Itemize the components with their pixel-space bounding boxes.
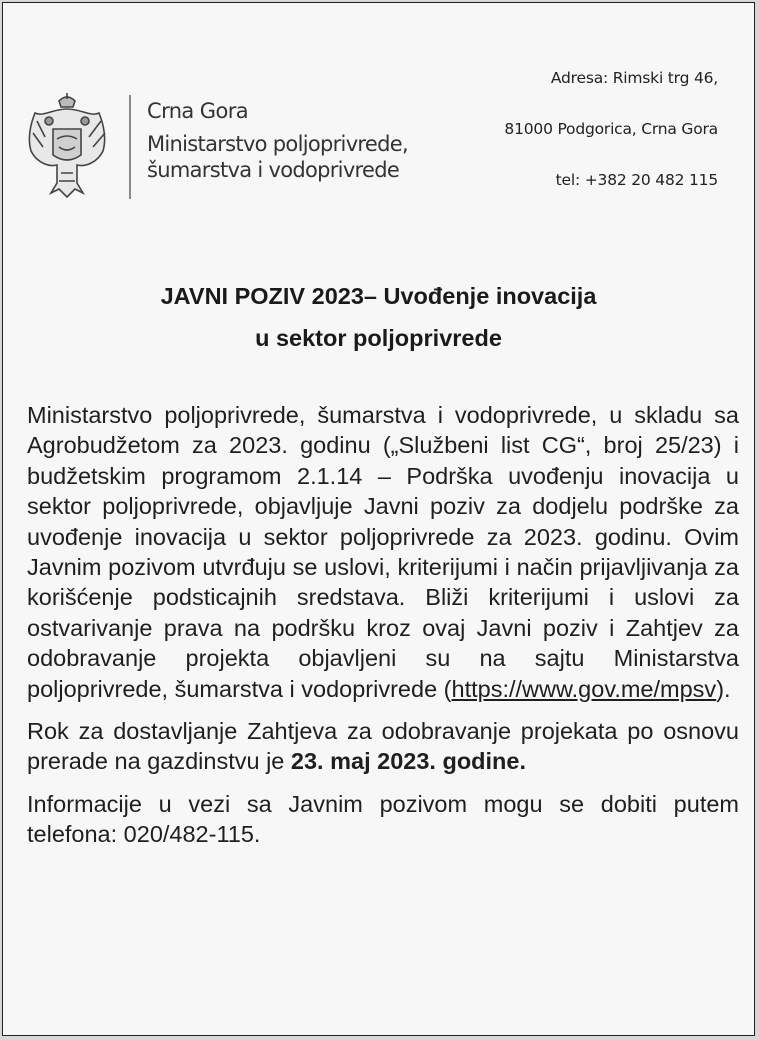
ministry-name [147,131,457,183]
ministry-name-line1: Ministarstvo poljoprivrede, [147,132,408,156]
paragraph-contact: Informacije u vezi sa Javnim pozivom mogu se dobiti putem telefona: 020/482-115. [27,790,739,848]
country-name: Crna Gora [147,99,249,123]
deadline-date: 23. maj 2023. godine. [290,748,527,775]
address-line2: 81000 Podgorica, Crna Gora [504,120,718,138]
coat-of-arms-icon [23,93,111,199]
paragraph-deadline: Rok za dostavljanje Zahtjeva za odobravanje projekata po osnovu prerade na gazdinstvu je 23. maj 2023. godine. [27,718,739,775]
contact-block [504,61,718,214]
title-line1: JAVNI POZIV 2023– Uvođenje inovacija [160,283,597,309]
ministry-name-line2: šumarstva i vodoprivrede [147,158,400,182]
issuer-block [147,98,457,183]
document-body [27,400,739,862]
document-title [3,275,754,359]
public-call-document [2,2,755,1036]
header-divider [129,95,131,199]
title-line2: u sektor poljoprivrede [255,325,502,351]
paragraph-intro: Ministarstvo poljoprivrede, šumarstva i vodoprivrede, u skladu sa Agrobudžetom za 2023. godinu („Službeni list CG“, broj 25/23) i budžetskim programom 2.1.14 – Podrška uvođenju inovacija u sektor poljoprivrede, objavljuje Javni poziv za dodjelu podrške za uvođenje inovacija u sektor poljoprivrede za 2023. godinu. Ovim Javnim pozivom utvrđuju se uslovi, kriterijumi i način prijavljivanja za korišćenje podsticajnih sredstava. Bliži kriterijumi i uslovi za ostvarivanje prava na podršku kroz ovaj Javni poziv i Zahtjev za odobravanje projekta objavljeni su na sajtu Ministarstva poljoprivrede, šumarstva i vodoprivrede (https://www.gov.me/mpsv). [27,402,739,702]
phone-number: tel: +382 20 482 115 [555,171,718,189]
address-line1: Adresa: Rimski trg 46, [550,69,718,87]
ministry-website-link[interactable]: https://www.gov.me/mpsv [451,675,717,702]
